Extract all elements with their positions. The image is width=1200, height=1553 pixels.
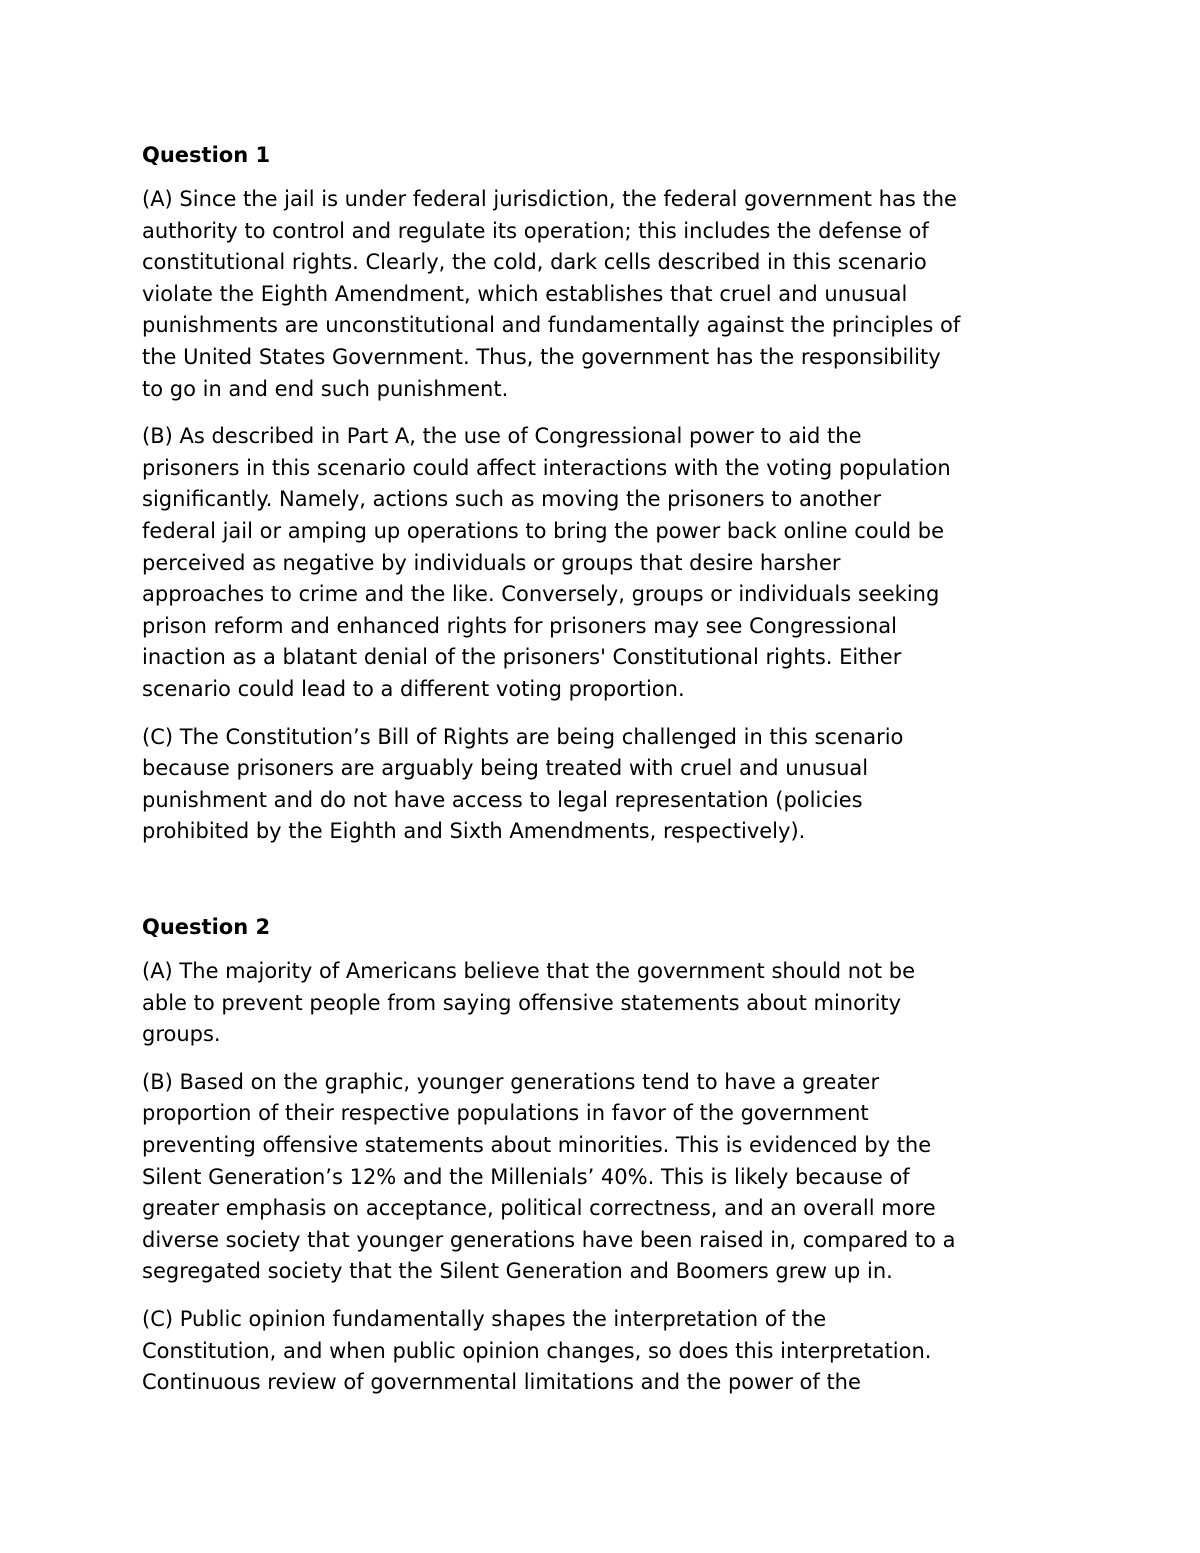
text-line: because prisoners are arguably being treated with cruel and unusual [142,756,869,781]
text-line: diverse society that younger generations have been raised in, compared to a [142,1227,956,1252]
text-line: (A) The majority of Americans believe that the government should not be [142,959,916,983]
text-line: scenario could lead to a different voting proportion. [142,676,685,701]
text-line: segregated society that the Silent Generation and Boomers grew up in. [142,1259,893,1284]
question-1-section [142,139,1072,864]
question-2-heading: Question 2 [142,915,271,939]
text-line: prisoners in this scenario could affect interactions with the voting population [142,455,951,480]
text-line: (C) Public opinion fundamentally shapes the interpretation of the [142,1306,827,1331]
text-line: punishments are unconstitutional and fundamentally against the principles of [142,313,961,338]
text-line: punishment and do not have access to legal representation (policies [142,787,863,812]
text-line: violate the Eighth Amendment, which establishes that cruel and unusual [142,281,908,306]
text-line: preventing offensive statements about minorities. This is evidenced by the [142,1132,932,1157]
text-line: significantly. Namely, actions such as moving the prisoners to another [142,487,882,512]
text-line: (B) Based on the graphic, younger generations tend to have a greater [142,1069,880,1094]
text-line: greater emphasis on acceptance, political correctness, and an overall more [142,1196,936,1221]
text-line: groups. [142,1022,221,1047]
text-line: approaches to crime and the like. Conversely, groups or individuals seeking [142,582,940,607]
text-line: Silent Generation’s 12% and the Millenials’ 40%. This is likely because of [142,1164,910,1189]
text-line: prison reform and enhanced rights for prisoners may see Congressional [142,613,897,638]
text-line: prohibited by the Eighth and Sixth Amendments, respectively). [142,819,806,844]
question-2-section [142,911,1072,1415]
question-1-part-c [142,722,1072,848]
text-line: perceived as negative by individuals or groups that desire harsher [142,550,841,575]
question-1-heading: Question 1 [142,143,271,167]
text-line: inaction as a blatant denial of the prisoners' Constitutional rights. Either [142,645,902,670]
question-2-part-b [142,1067,1072,1288]
text-line: to go in and end such punishment. [142,376,509,401]
text-line: proportion of their respective populations in favor of the government [142,1101,869,1126]
text-line: the United States Government. Thus, the government has the responsibility [142,344,941,369]
question-2-part-c [142,1304,1072,1399]
text-line: Continuous review of governmental limitations and the power of the [142,1370,861,1395]
text-line: (A) Since the jail is under federal jurisdiction, the federal government has the [142,187,957,211]
question-1-part-b [142,421,1072,705]
text-line: federal jail or amping up operations to bring the power back online could be [142,518,945,543]
question-1-part-a [142,184,1072,405]
text-line: able to prevent people from saying offensive statements about minority [142,990,902,1015]
question-2-part-a [142,956,1072,1051]
text-line: Constitution, and when public opinion changes, so does this interpretation. [142,1338,932,1363]
text-line: constitutional rights. Clearly, the cold, dark cells described in this scenario [142,250,927,275]
text-line: authority to control and regulate its operation; this includes the defense of [142,218,929,243]
text-line: (C) The Constitution’s Bill of Rights are being challenged in this scenario [142,724,904,749]
text-line: (B) As described in Part A, the use of Congressional power to aid the [142,424,862,449]
